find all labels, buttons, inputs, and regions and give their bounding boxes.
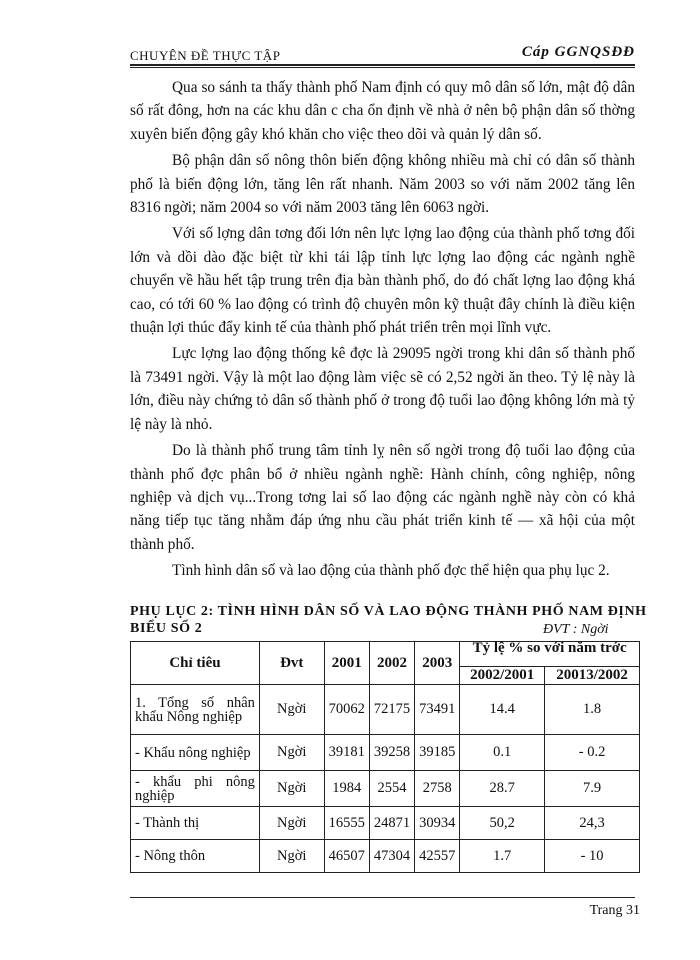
- row-2002: 39258: [369, 735, 414, 771]
- header-2002: 2002: [369, 642, 414, 685]
- table-row: [131, 685, 640, 735]
- row-2001: 70062: [324, 685, 369, 735]
- row-2003: 42557: [415, 840, 460, 873]
- header-unit: Đvt: [259, 642, 324, 685]
- paragraph: Qua so sánh ta thấy thành phố Nam định có quy mô dân số lớn, mật độ dân số rất đông, hơn na các khu dân c cha ổn định về nhà ở nên bộ phận dân số thờng xuyên biến động gây khó khăn cho việc theo dõi và quản lý dân số.: [130, 79, 635, 143]
- header-ratio-2002-2001: 2002/2001: [460, 667, 545, 685]
- header-ratio: Tỷ lệ % so với năm trớc: [460, 642, 640, 667]
- paragraph: Tình hình dân số và lao động của thành phố đợc thể hiện qua phụ lục 2.: [172, 562, 610, 580]
- row-indicator: - Thành thị: [131, 807, 260, 840]
- population-table: [130, 641, 640, 873]
- row-unit: Ngời: [259, 685, 324, 735]
- header-divider: [130, 64, 635, 66]
- row-indicator: - Nông thôn: [131, 840, 260, 873]
- appendix-title: PHỤ LỤC 2: TÌNH HÌNH DÂN SỐ VÀ LAO ĐỘNG THÀNH PHỐ NAM ĐỊNH: [130, 604, 647, 619]
- row-2002: 2554: [369, 771, 414, 807]
- table-row: [131, 735, 640, 771]
- table-header-row: [131, 642, 640, 667]
- row-ratio-a: 14.4: [460, 685, 545, 735]
- row-2003: 2758: [415, 771, 460, 807]
- row-ratio-b: 7.9: [545, 771, 640, 807]
- row-ratio-a: 1.7: [460, 840, 545, 873]
- paragraph: Lực lợng lao động thống kê đợc là 29095 ngời trong khi dân số thành phố là 73491 ngời. Vậy là một lao động làm việc sẽ có 2,52 ngời ăn theo. Tỷ lệ này là lớn, điều này chứng tỏ dân số thành phố ở trong độ tuổi lao động không lớn mà tỷ lệ này là nhỏ.: [130, 345, 635, 433]
- header-divider-thin: [130, 67, 635, 68]
- row-ratio-b: 1.8: [545, 685, 640, 735]
- header-author: Cáp GGNQSĐĐ: [521, 44, 635, 60]
- row-ratio-a: 50,2: [460, 807, 545, 840]
- page-header: [130, 44, 635, 66]
- row-unit: Ngời: [259, 840, 324, 873]
- row-2002: 24871: [369, 807, 414, 840]
- header-2001: 2001: [324, 642, 369, 685]
- row-2002: 47304: [369, 840, 414, 873]
- header-ratio-2003-2002: 20013/2002: [545, 667, 640, 685]
- row-ratio-b: - 10: [545, 840, 640, 873]
- header-2003: 2003: [415, 642, 460, 685]
- body-text: [130, 76, 635, 586]
- row-ratio-a: 0.1: [460, 735, 545, 771]
- footer-divider: [130, 897, 635, 898]
- table-row: [131, 807, 640, 840]
- paragraph: Bộ phận dân số nông thôn biến động không nhiều mà chỉ có dân số thành phố là biến động lớn, tăng lên rất nhanh. Năm 2003 so với năm 2002 tăng lên 8316 ngời; năm 2004 so với năm 2003 tăng lên 6063 ngời.: [130, 152, 635, 217]
- row-2001: 1984: [324, 771, 369, 807]
- row-2001: 16555: [324, 807, 369, 840]
- row-unit: Ngời: [259, 771, 324, 807]
- table-row: [131, 771, 640, 807]
- row-indicator: 1. Tổng số nhân khẩu Nông nghiệp: [131, 685, 260, 735]
- row-unit: Ngời: [259, 735, 324, 771]
- row-2003: 73491: [415, 685, 460, 735]
- page-number: Trang 31: [589, 903, 640, 918]
- paragraph: Do là thành phố trung tâm tỉnh lỵ nên số ngời trong độ tuổi lao động của thành phố đợc phân bổ ở nhiều ngành nghề: Hành chính, công nghiệp, nông nghiệp và dịch vụ...Trong tơng lai số lao động các ngành nghề này còn có khả năng tiếp tục tăng nhằm đáp ứng nhu cầu phát triển kinh tế — xã hội của một thành phố.: [130, 442, 635, 553]
- unit-label: ĐVT : Ngời: [543, 622, 609, 637]
- row-2001: 39181: [324, 735, 369, 771]
- row-2002: 72175: [369, 685, 414, 735]
- row-ratio-b: - 0.2: [545, 735, 640, 771]
- row-unit: Ngời: [259, 807, 324, 840]
- table-label: BIỂU SỐ 2: [130, 621, 203, 636]
- row-2003: 30934: [415, 807, 460, 840]
- row-ratio-b: 24,3: [545, 807, 640, 840]
- row-2001: 46507: [324, 840, 369, 873]
- row-2003: 39185: [415, 735, 460, 771]
- row-indicator: - Khẩu nông nghiệp: [131, 735, 260, 771]
- row-ratio-a: 28.7: [460, 771, 545, 807]
- header-indicator: Chỉ tiêu: [131, 642, 260, 685]
- row-indicator: - khẩu phi nông nghiệp: [131, 771, 260, 807]
- paragraph: Với số lợng dân tơng đối lớn nên lực lợng lao động của thành phố tơng đối lớn và dồi dào đặc biệt từ khi tái lập tỉnh lực lợng lao động các ngành nghề chuyển về hầu hết tập trung trên địa bàn thành phố, do đó chất lợng lao động khá cao, có tới 60 % lao động có trình độ chuyên môn kỹ thuật đây chính là điều kiện thuận lợi thúc đẩy kinh tế của thành phố phát triển trên mọi lĩnh vực.: [130, 225, 635, 337]
- table-row: [131, 840, 640, 873]
- header-title: CHUYÊN ĐỀ THỰC TẬP: [130, 48, 281, 63]
